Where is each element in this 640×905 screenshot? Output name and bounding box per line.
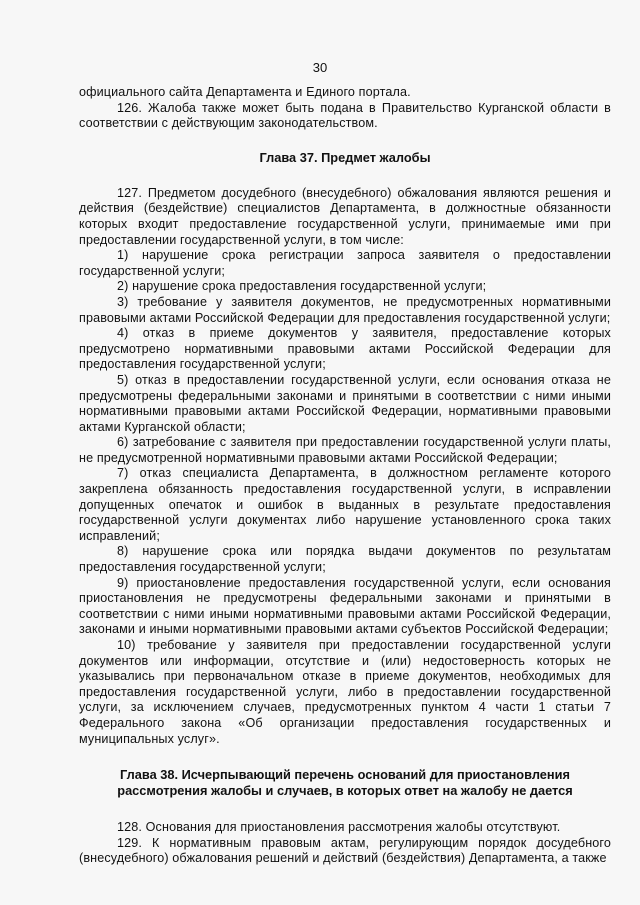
chapter-38-heading-line1: Глава 38. Исчерпывающий перечень оснований для приостановления (120, 767, 570, 783)
paragraph: 4) отказ в приеме документов у заявителя, предоставление которых предусмотрено нормативными правовыми актами Российской Федерации для предоставления государственной услуги; (79, 326, 611, 372)
chapter-38-heading (79, 767, 611, 799)
paragraph: официального сайта Департамента и Единого портала. (79, 85, 411, 99)
paragraph: 127. Предметом досудебного (внесудебного) обжалования являются решения и действия (бездействие) специалистов Департамента, в должностные обязанности которых входит предоставление государственной услуги, принимаемые ими при предоставлении государственной услуги, в том числе: (79, 185, 611, 247)
chapter-38-heading-line2: рассмотрения жалобы и случаев, в которых ответ на жалобу не дается (117, 783, 573, 799)
paragraph: 3) требование у заявителя документов, не предусмотренных нормативными правовыми актами Российской Федерации для предоставления государственной услуги; (79, 294, 611, 325)
paragraph: 1) нарушение срока регистрации запроса заявителя о предоставлении государственной услуги; (79, 248, 611, 278)
paragraph: 5) отказ в предоставлении государственной услуги, если основания отказа не предусмотрены федеральными законами и принятыми в соответствии с ними иными нормативными правовыми актами Российской Федерации, нормативными правовыми актами Курганской области; (79, 372, 611, 434)
paragraph: 2) нарушение срока предоставления государственной услуги; (117, 279, 487, 294)
chapter-38-section (79, 820, 611, 867)
page-number: 30 (312, 60, 328, 75)
paragraph: 129. К нормативным правовым актам, регулирующим порядок досудебного (внесудебного) обжалования решений и действий (бездействия) Департамента, а также (79, 835, 611, 866)
paragraph: 128. Основания для приостановления рассмотрения жалобы отсутствуют. (117, 820, 561, 835)
paragraph: 10) требование у заявителя при предоставлении государственной услуги документов или информации, отсутствие и (или) недостоверность которых не указывались при первоначальном отказе в приеме документов, необходимых для предоставления государственной услуги, либо в предоставлении государственной услуги, за исключением случаев, предусмотренных пунктом 4 части 1 статьи 7 Федерального закона «Об организации предоставления государственных и муниципальных услуг». (79, 638, 611, 746)
chapter-37-section (79, 186, 611, 747)
paragraph: 6) затребование с заявителя при предоставлении государственной услуги платы, не предусмотренной нормативными правовыми актами Российской Федерации; (79, 435, 611, 465)
paragraph: 7) отказ специалиста Департамента, в должностном регламенте которого закреплена обязанность предоставления государственной услуги, в исправлении допущенных опечаток и ошибок в выданных в результате предоставления государственной услуги документах либо нарушение установленного срока таких исправлений; (79, 466, 611, 543)
document-body (79, 85, 611, 867)
paragraph: 126. Жалоба также может быть подана в Правительство Курганской области в соответствии с действующим законодательством. (79, 100, 611, 131)
intro-section (79, 85, 611, 132)
paragraph: 8) нарушение срока или порядка выдачи документов по результатам предоставления государственной услуги; (79, 544, 611, 575)
paragraph: 9) приостановление предоставления государственной услуги, если основания приостановления не предусмотрены федеральными законами и принятыми в соответствии с ними иными нормативными правовыми актами Российской Федерации, законами и иными нормативными правовыми актами субъектов Российской Федерации; (79, 575, 611, 637)
chapter-37-heading: Глава 37. Предмет жалобы (259, 149, 431, 165)
